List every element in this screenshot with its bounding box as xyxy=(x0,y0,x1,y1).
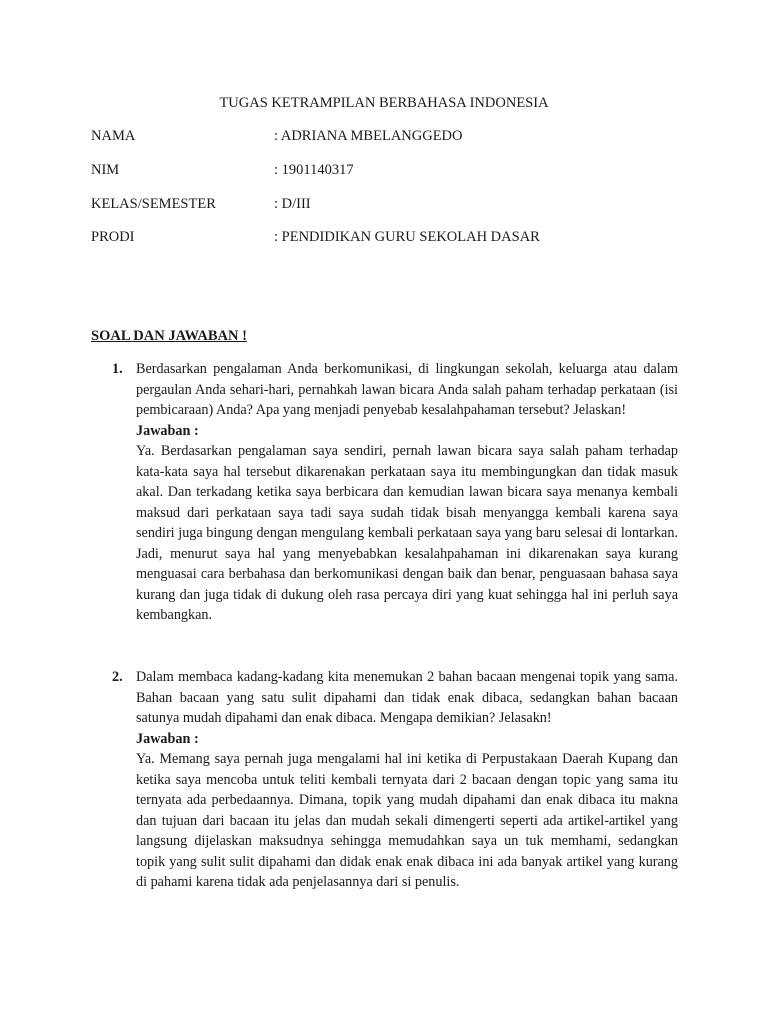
question-item-2 xyxy=(112,667,678,893)
question-text: Dalam membaca kadang-kadang kita menemukan 2 bahan bacaan mengenai topik yang sama. Bahan bacaan yang satu sulit dipahami dan tidak enak dibaca, sedangkan bahan bacaan satunya mudah dipahami dan enak dibaca. Mengapa demikian? Jelasakn! xyxy=(136,669,678,726)
info-row-kelas-semester xyxy=(91,194,691,214)
info-label: KELAS/SEMESTER xyxy=(91,196,216,212)
info-row-nim xyxy=(91,160,691,180)
info-label: NAMA xyxy=(91,128,136,144)
info-row-nama xyxy=(91,126,691,146)
info-value: : PENDIDIKAN GURU SEKOLAH DASAR xyxy=(274,229,540,245)
info-row-prodi xyxy=(91,227,691,247)
info-label: NIM xyxy=(91,162,120,178)
info-value: : D/III xyxy=(274,196,311,212)
info-value: : 1901140317 xyxy=(274,162,354,178)
info-label: PRODI xyxy=(91,229,135,245)
question-body xyxy=(136,667,678,893)
question-text: Berdasarkan pengalaman Anda berkomunikasi, di lingkungan sekolah, keluarga atau dalam pergaulan Anda sehari-hari, pernahkah lawan bicara Anda salah paham terhadap perkataan (isi pembicaraan) Anda? Apa yang menjadi penyebab kesalahpahaman tersebut? Jelaskan! xyxy=(136,361,678,418)
question-number: 1. xyxy=(112,361,123,377)
info-value: : ADRIANA MBELANGGEDO xyxy=(274,128,463,144)
document-title: TUGAS KETRAMPILAN BERBAHASA INDONESIA xyxy=(219,95,549,111)
answer-text: Ya. Berdasarkan pengalaman saya sendiri, pernah lawan bicara saya salah paham terhadap kata-kata saya hal tersebut dikarenakan perkataan saya itu membingungkan dan tidak masuk akal. Dan terkadang ketika saya berbicara dan kemudian lawan bicara saya menanya kembali maksud dari perkataan saya tadi saya sudah tidak bisah menyangga kembali karena saya sendiri juga bingung dengan mengulang kembali perkataan saya yang baru selesai di lontarkan. Jadi, menurut saya hal yang menyebabkan kesalahpahaman ini dikarenakan saya kurang menguasai cara berbahasa dan berkomunikasi dengan baik dan benar, penguasaan bahasa saya kurang dan juga tidak di dukung oleh rasa percaya diri yang kuat sehingga hal ini perluh saya kembangkan. xyxy=(136,443,678,623)
section-heading: SOAL DAN JAWABAN ! xyxy=(91,328,247,344)
answer-text: Ya. Memang saya pernah juga mengalami hal ini ketika di Perpustakaan Daerah Kupang dan ketika saya mencoba untuk teliti kembali ternyata dari 2 bacaan dengan topic yang sama itu ternyata ada perbedaannya. Dimana, topik yang mudah dipahami dan enak dibaca itu makna dan tujuan dari bacaan itu jelas dan mudah sekali dimengerti seperti ada artikel-artikel yang langsung dijelaskan maksudnya sehingga memudahkan saya un tuk memhami, sedangkan topik yang sulit sulit dipahami dan didak enak enak dibaca ini ada banyak artikel yang kurang di pahami karena tidak ada penjelasannya dari si penulis. xyxy=(136,751,678,890)
answer-label: Jawaban : xyxy=(136,730,199,747)
question-number: 2. xyxy=(112,669,123,685)
answer-label: Jawaban : xyxy=(136,422,199,439)
question-body xyxy=(136,359,678,626)
question-item-1 xyxy=(112,359,678,626)
